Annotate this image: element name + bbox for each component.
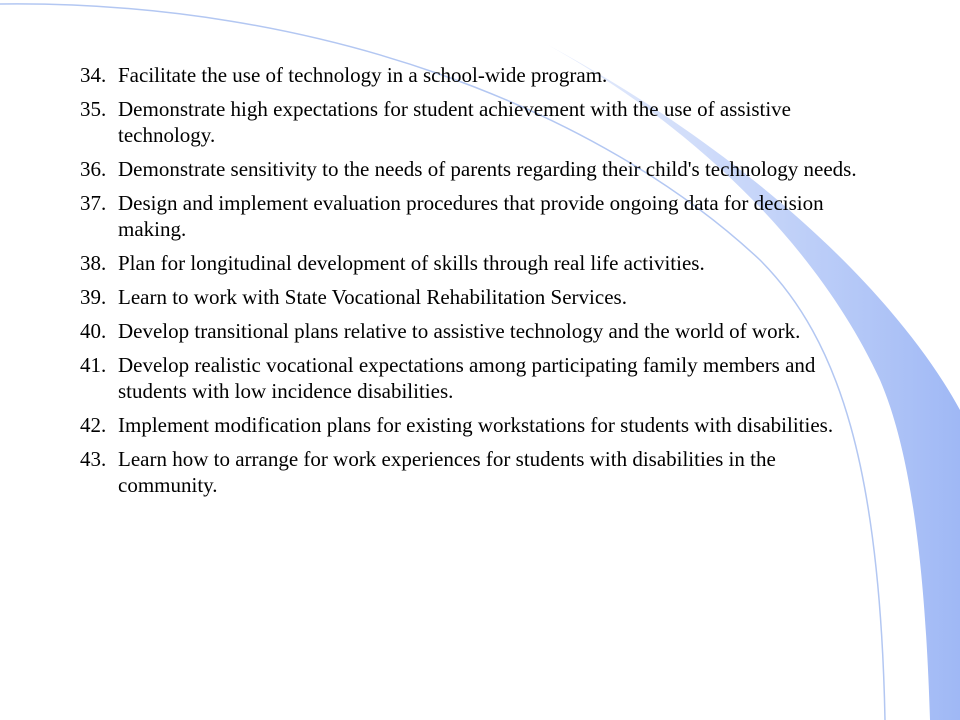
list-item xyxy=(80,156,870,182)
item-text: Demonstrate sensitivity to the needs of parents regarding their child's technology needs. xyxy=(118,157,857,181)
list-item xyxy=(80,352,870,404)
item-number: 35. xyxy=(80,97,107,121)
item-text: Demonstrate high expectations for student achievement with the use of assistive technology. xyxy=(118,97,791,147)
item-text: Plan for longitudinal development of skills through real life activities. xyxy=(118,251,705,275)
item-number: 34. xyxy=(80,63,107,87)
item-text: Implement modification plans for existing workstations for students with disabilities. xyxy=(118,413,834,437)
list-item xyxy=(80,62,870,88)
item-number: 43. xyxy=(80,447,107,471)
numbered-list xyxy=(80,62,870,506)
list-item xyxy=(80,250,870,276)
list-item xyxy=(80,190,870,242)
item-text: Learn how to arrange for work experiences for students with disabilities in the community. xyxy=(118,447,776,497)
item-number: 37. xyxy=(80,191,107,215)
item-text: Learn to work with State Vocational Rehabilitation Services. xyxy=(118,285,627,309)
item-text: Facilitate the use of technology in a school-wide program. xyxy=(118,63,608,87)
list-item xyxy=(80,284,870,310)
list-item xyxy=(80,318,870,344)
list-item xyxy=(80,412,870,438)
item-number: 41. xyxy=(80,353,107,377)
item-number: 38. xyxy=(80,251,107,275)
list-item xyxy=(80,96,870,148)
item-number: 40. xyxy=(80,319,107,343)
item-text: Design and implement evaluation procedures that provide ongoing data for decision making. xyxy=(118,191,824,241)
item-number: 42. xyxy=(80,413,107,437)
list-item xyxy=(80,446,870,498)
item-text: Develop transitional plans relative to assistive technology and the world of work. xyxy=(118,319,801,343)
item-number: 39. xyxy=(80,285,107,309)
item-text: Develop realistic vocational expectations among participating family members and students with low incidence disabilities. xyxy=(118,353,816,403)
item-number: 36. xyxy=(80,157,107,181)
